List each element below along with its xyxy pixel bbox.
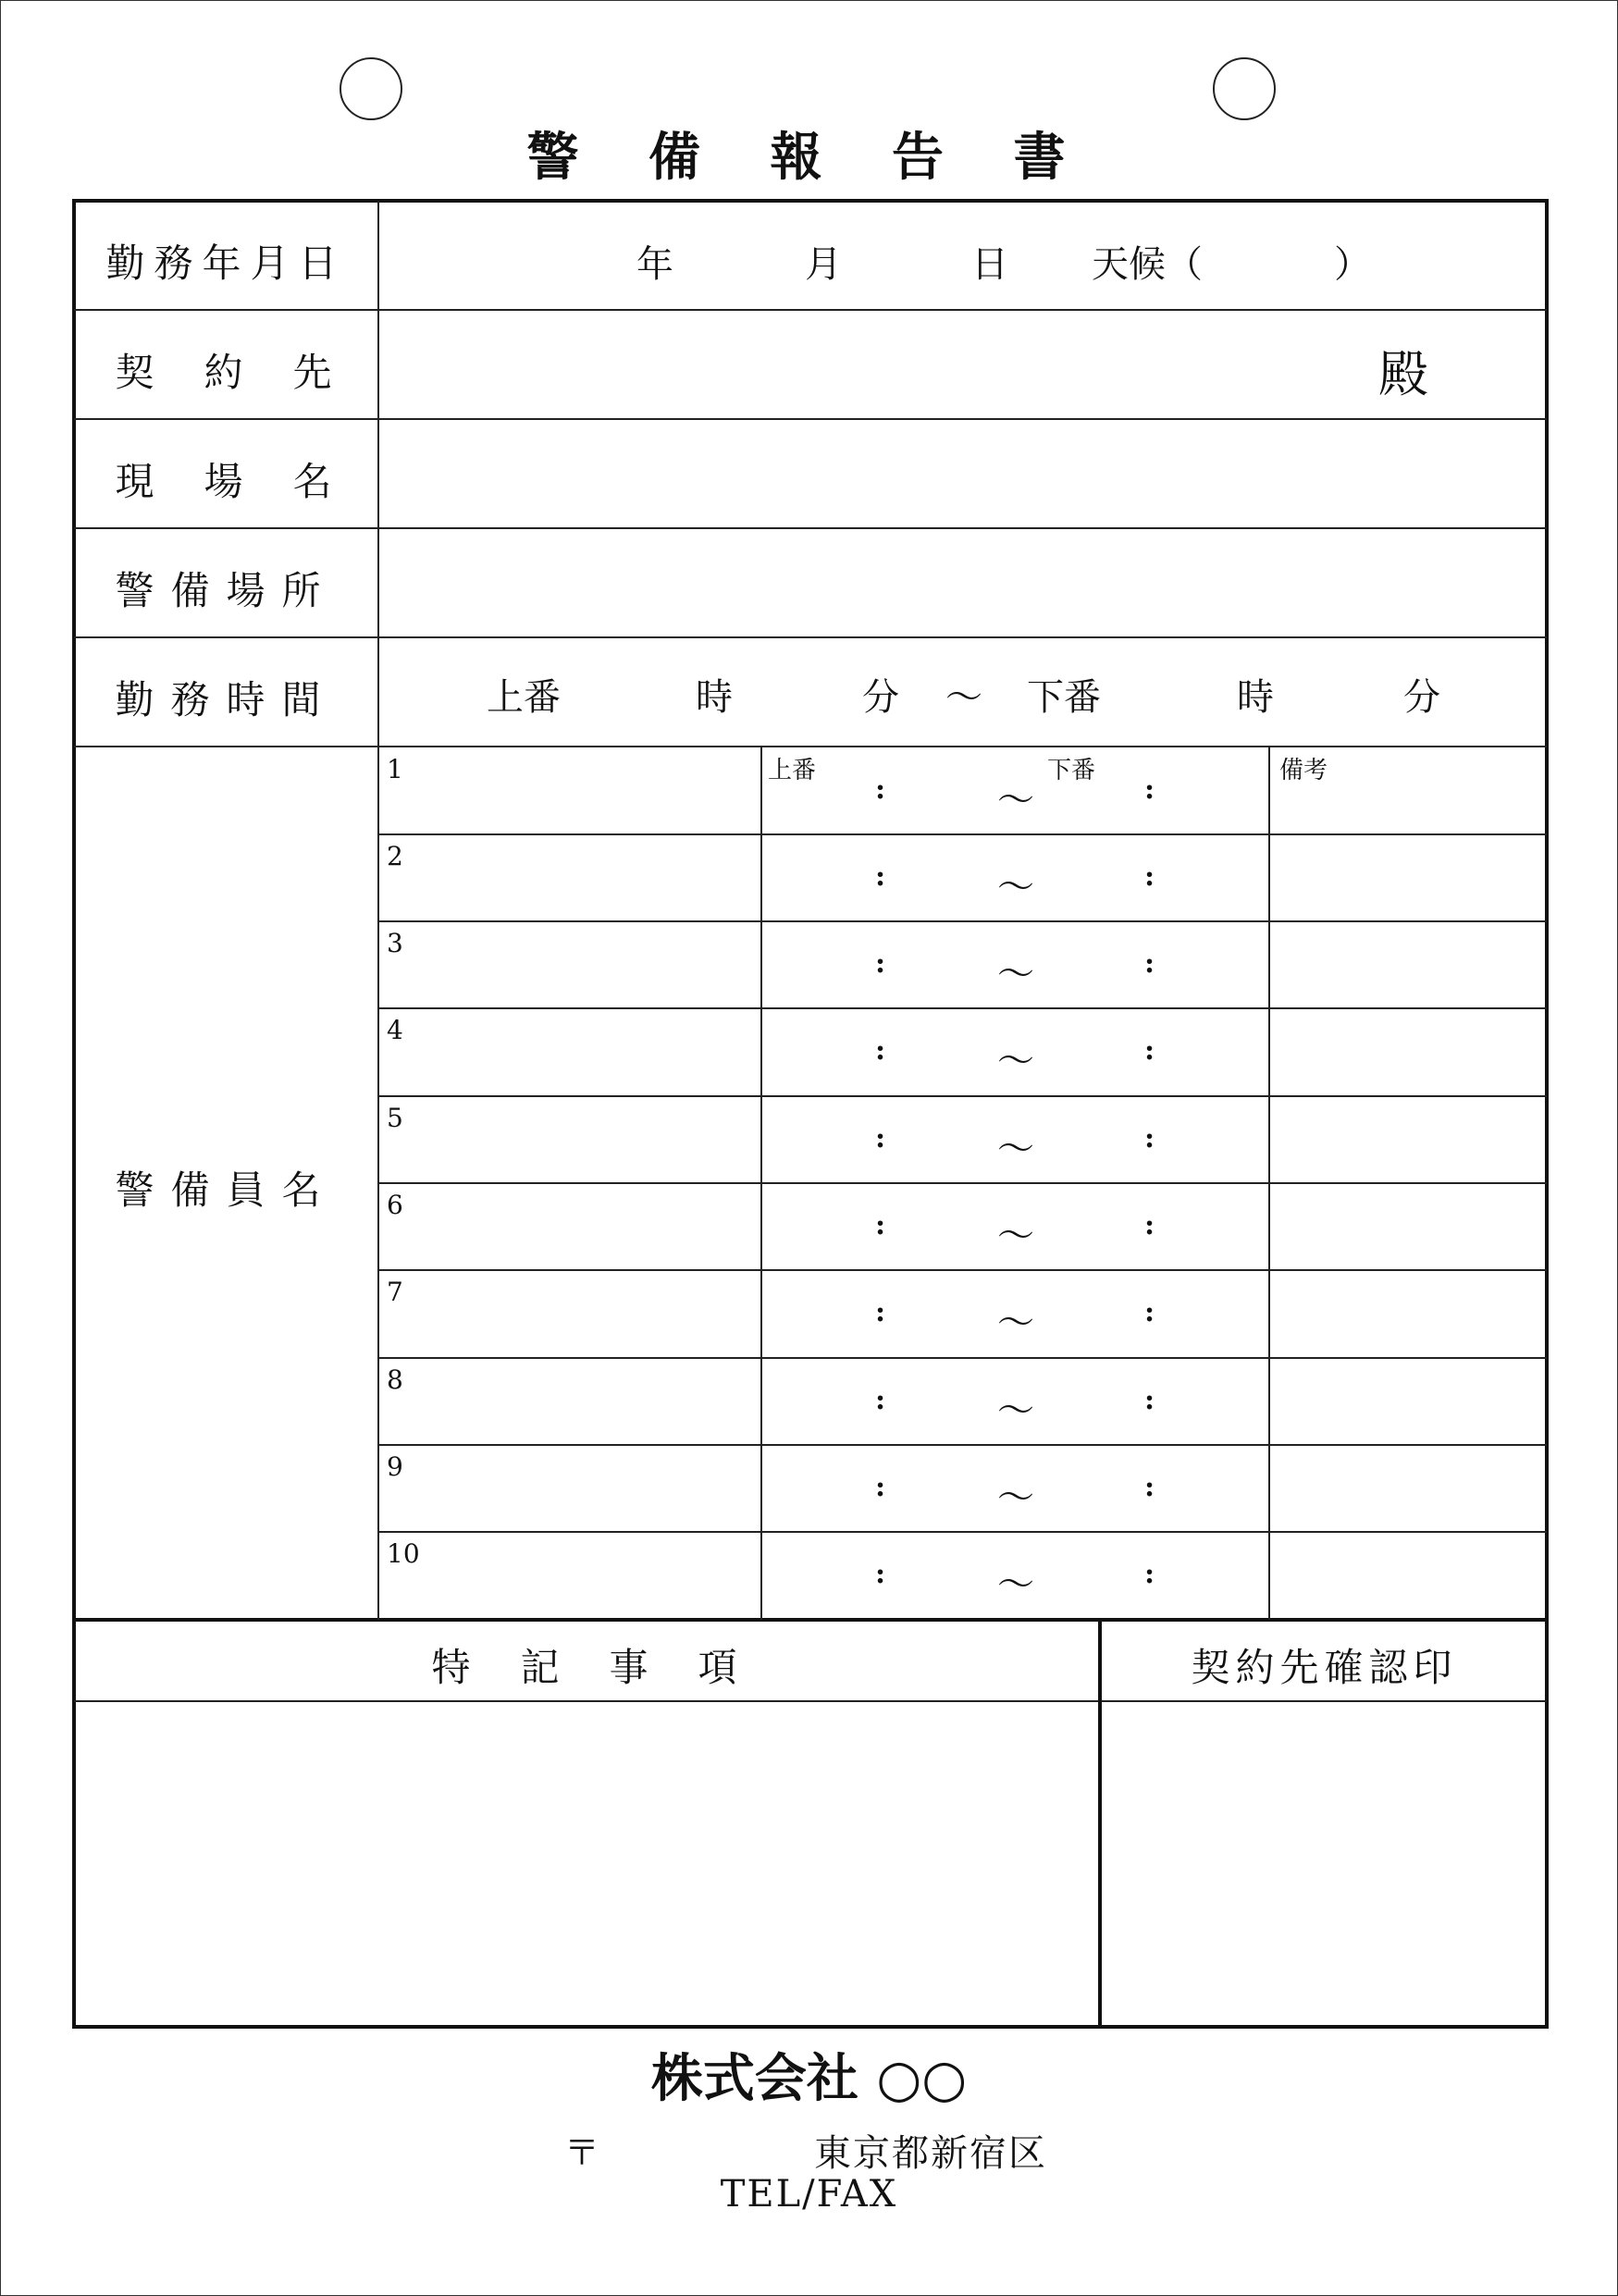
guard-row-divider xyxy=(378,920,1547,922)
punch-hole-right xyxy=(1213,57,1276,120)
time-tilde: ～ xyxy=(997,866,1034,908)
end-minute-unit: 分 xyxy=(1403,676,1440,719)
time-colon: : xyxy=(875,1122,886,1154)
time-tilde: ～ xyxy=(997,1302,1034,1344)
time-tilde: ～ xyxy=(997,953,1034,995)
guard-row-divider xyxy=(378,1269,1547,1271)
company-tel-fax: TEL/FAX xyxy=(720,2173,898,2216)
work-hours-label: 勤務時間 xyxy=(115,677,338,722)
year-unit: 年 xyxy=(636,243,673,286)
time-colon: : xyxy=(875,773,886,806)
company-address: 東京都新宿区 xyxy=(814,2132,1047,2175)
month-unit: 月 xyxy=(805,243,842,286)
punch-hole-left xyxy=(340,57,402,120)
guard-end-header: 下番 xyxy=(1047,757,1096,784)
guard-remarks-header: 備考 xyxy=(1279,757,1328,784)
time-colon: : xyxy=(1144,1471,1155,1503)
guard-place-label: 警備場所 xyxy=(115,568,338,613)
guard-row-divider xyxy=(378,1095,1547,1097)
start-minute-unit: 分 xyxy=(862,676,899,719)
special-notes-header: 特 記 事 項 xyxy=(431,1645,743,1690)
time-colon: : xyxy=(875,1384,886,1416)
guard-row-number: 9 xyxy=(387,1451,403,1482)
guard-row-divider xyxy=(378,1531,1547,1533)
weather-close: ） xyxy=(1334,243,1371,286)
time-tilde: ～ xyxy=(997,779,1034,821)
start-shift-label: 上番 xyxy=(487,676,561,719)
time-colon: : xyxy=(875,947,886,980)
row-divider xyxy=(74,418,1547,420)
time-colon: : xyxy=(1144,1122,1155,1154)
page-title: 警 備 報 告 書 xyxy=(526,127,1092,188)
time-colon: : xyxy=(1144,860,1155,893)
guard-start-header: 上番 xyxy=(768,757,817,784)
time-colon: : xyxy=(1144,1558,1155,1590)
start-hour-unit: 時 xyxy=(696,676,733,719)
time-colon: : xyxy=(875,860,886,893)
range-tilde: ～ xyxy=(945,676,982,719)
section-divider xyxy=(74,1618,1547,1622)
time-colon: : xyxy=(875,1296,886,1328)
day-unit: 日 xyxy=(971,243,1008,286)
guard-row-divider xyxy=(378,1007,1547,1009)
guard-row-number: 1 xyxy=(387,754,403,784)
guard-row-number: 2 xyxy=(387,841,403,871)
time-tilde: ～ xyxy=(997,1040,1034,1082)
weather-open: 天候（ xyxy=(1092,243,1203,286)
row-divider xyxy=(74,309,1547,311)
time-colon: : xyxy=(875,1034,886,1067)
guard-row-divider xyxy=(378,1444,1547,1446)
name-column-divider xyxy=(760,746,762,1620)
time-colon: : xyxy=(1144,1384,1155,1416)
guard-row-divider xyxy=(378,833,1547,835)
time-colon: : xyxy=(875,1558,886,1590)
site-name-label: 現 場 名 xyxy=(115,459,338,504)
row-divider xyxy=(74,636,1547,638)
guard-row-number: 5 xyxy=(387,1103,403,1133)
contractor-honorific: 殿 xyxy=(1378,345,1428,403)
guard-row-number: 8 xyxy=(387,1364,403,1395)
time-colon: : xyxy=(1144,947,1155,980)
guard-row-number: 4 xyxy=(387,1015,403,1045)
time-colon: : xyxy=(1144,1034,1155,1067)
row-divider xyxy=(74,746,1547,747)
row-divider xyxy=(74,527,1547,529)
company-name: 株式会社 ○○ xyxy=(650,2048,968,2109)
guard-row-divider xyxy=(378,1357,1547,1359)
time-colon: : xyxy=(875,1471,886,1503)
end-hour-unit: 時 xyxy=(1237,676,1274,719)
time-colon: : xyxy=(1144,1296,1155,1328)
guard-row-number: 7 xyxy=(387,1277,403,1307)
time-colon: : xyxy=(1144,1209,1155,1241)
time-colon: : xyxy=(1144,773,1155,806)
end-shift-label: 下番 xyxy=(1027,676,1101,719)
time-colon: : xyxy=(875,1209,886,1241)
contractor-label: 契 約 先 xyxy=(115,350,338,395)
time-tilde: ～ xyxy=(997,1215,1034,1257)
time-tilde: ～ xyxy=(997,1563,1034,1606)
notes-header-divider xyxy=(74,1700,1547,1702)
guard-row-number: 10 xyxy=(387,1538,420,1569)
confirmation-stamp-header: 契約先確認印 xyxy=(1191,1645,1458,1690)
guard-row-number: 3 xyxy=(387,928,403,958)
work-date-label: 勤務年月日 xyxy=(105,241,347,286)
time-tilde: ～ xyxy=(997,1389,1034,1432)
label-column-divider xyxy=(377,201,379,1620)
guard-row-number: 6 xyxy=(387,1190,403,1220)
guard-names-label: 警備員名 xyxy=(115,1167,338,1213)
time-tilde: ～ xyxy=(997,1128,1034,1170)
postal-mark: 〒 xyxy=(564,2132,600,2173)
time-tilde: ～ xyxy=(997,1476,1034,1519)
guard-row-divider xyxy=(378,1182,1547,1184)
time-column-divider xyxy=(1268,746,1270,1620)
